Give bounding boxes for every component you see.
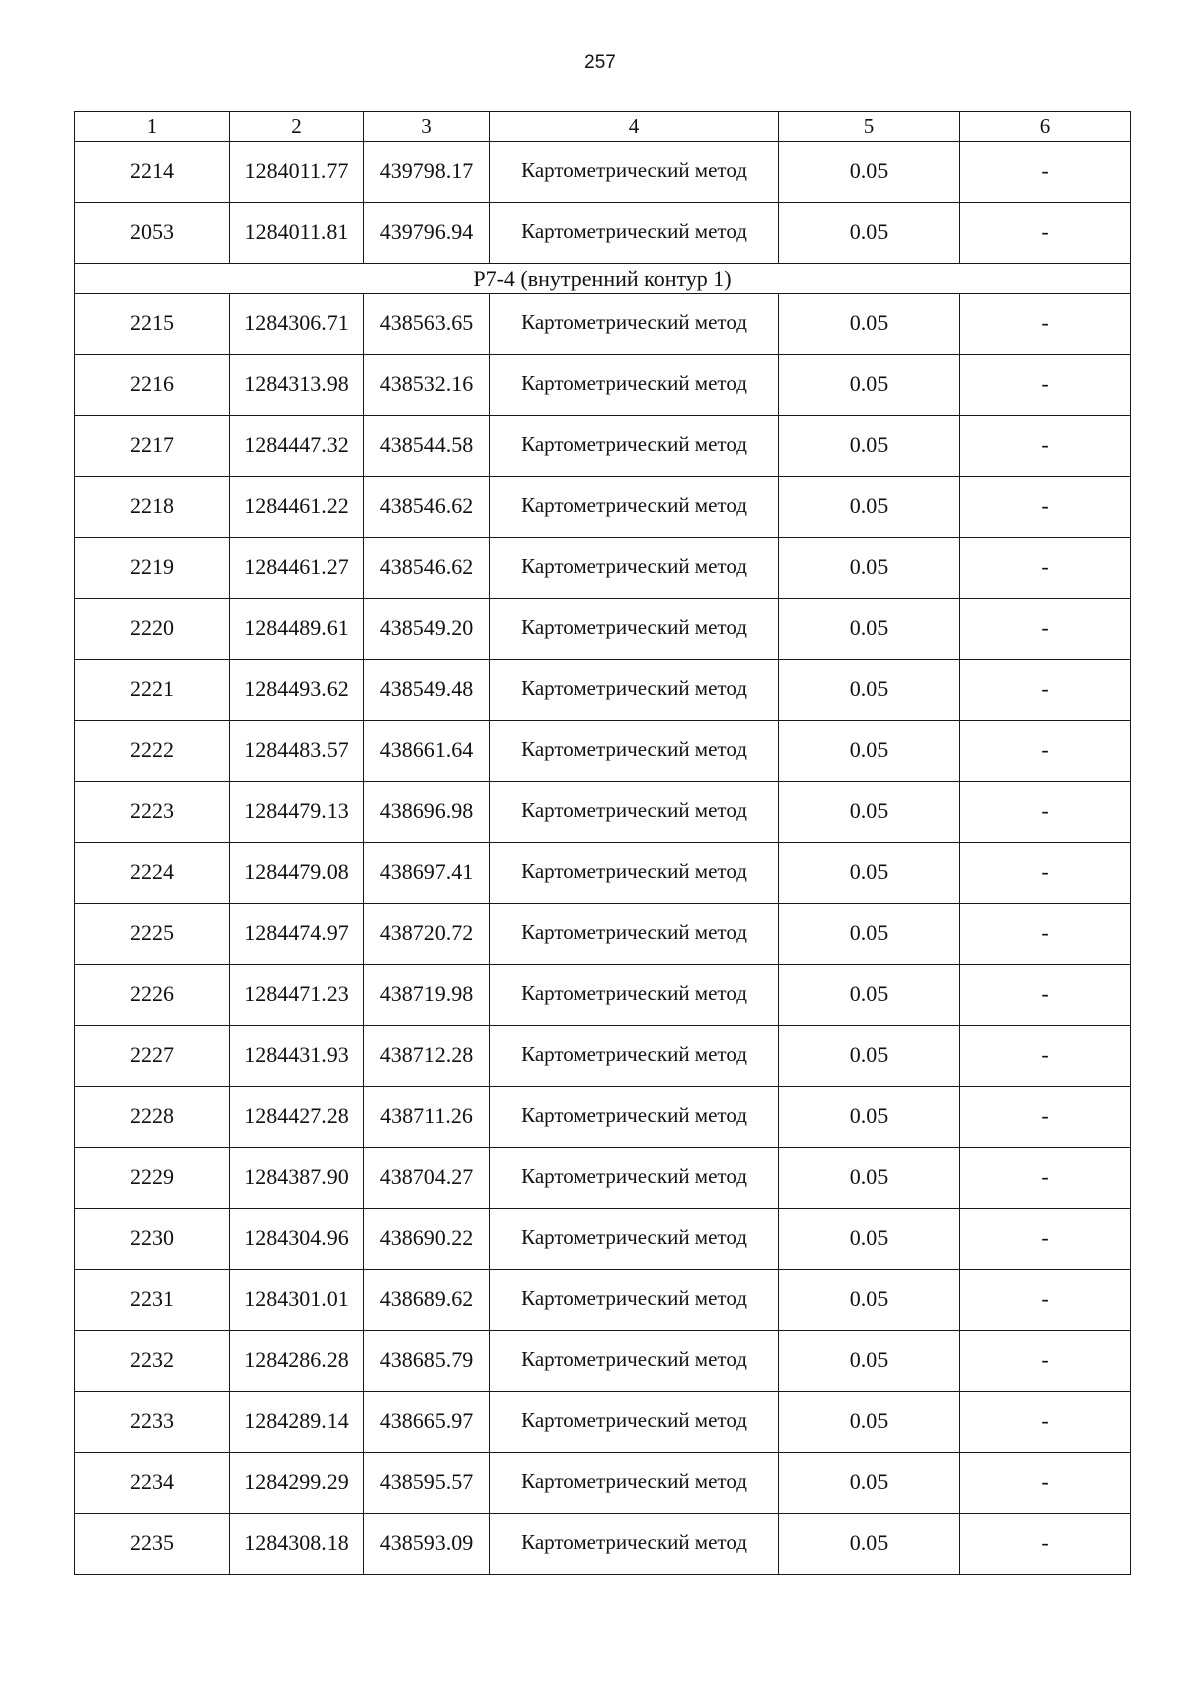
x-coordinate-cell: 1284431.93: [230, 1026, 364, 1087]
x-coordinate-cell: 1284461.27: [230, 538, 364, 599]
method-cell: Картометрический метод: [490, 538, 779, 599]
header-cell-1: 1: [75, 112, 230, 142]
table-row: [75, 294, 1131, 355]
table-row: [75, 142, 1131, 203]
table-row: [75, 355, 1131, 416]
point-id-cell: 2230: [75, 1209, 230, 1270]
note-cell: -: [960, 477, 1131, 538]
table-row: [75, 1270, 1131, 1331]
note-cell: -: [960, 1209, 1131, 1270]
y-coordinate-cell: 438696.98: [364, 782, 490, 843]
x-coordinate-cell: 1284471.23: [230, 965, 364, 1026]
y-coordinate-cell: 438720.72: [364, 904, 490, 965]
header-cell-4: 4: [490, 112, 779, 142]
y-coordinate-cell: 438549.48: [364, 660, 490, 721]
point-id-cell: 2229: [75, 1148, 230, 1209]
accuracy-cell: 0.05: [779, 1453, 960, 1514]
accuracy-cell: 0.05: [779, 660, 960, 721]
section-row: [75, 264, 1131, 294]
header-cell-2: 2: [230, 112, 364, 142]
x-coordinate-cell: 1284308.18: [230, 1514, 364, 1575]
note-cell: -: [960, 1026, 1131, 1087]
x-coordinate-cell: 1284474.97: [230, 904, 364, 965]
y-coordinate-cell: 438719.98: [364, 965, 490, 1026]
method-cell: Картометрический метод: [490, 142, 779, 203]
header-cell-3: 3: [364, 112, 490, 142]
accuracy-cell: 0.05: [779, 1087, 960, 1148]
x-coordinate-cell: 1284447.32: [230, 416, 364, 477]
accuracy-cell: 0.05: [779, 294, 960, 355]
point-id-cell: 2231: [75, 1270, 230, 1331]
note-cell: -: [960, 782, 1131, 843]
point-id-cell: 2220: [75, 599, 230, 660]
accuracy-cell: 0.05: [779, 1026, 960, 1087]
x-coordinate-cell: 1284479.13: [230, 782, 364, 843]
accuracy-cell: 0.05: [779, 782, 960, 843]
page-number: 257: [584, 52, 616, 73]
table-row: [75, 599, 1131, 660]
method-cell: Картометрический метод: [490, 1392, 779, 1453]
x-coordinate-cell: 1284011.77: [230, 142, 364, 203]
table-row: [75, 782, 1131, 843]
point-id-cell: 2218: [75, 477, 230, 538]
y-coordinate-cell: 438532.16: [364, 355, 490, 416]
accuracy-cell: 0.05: [779, 904, 960, 965]
note-cell: -: [960, 1392, 1131, 1453]
note-cell: -: [960, 538, 1131, 599]
point-id-cell: 2222: [75, 721, 230, 782]
accuracy-cell: 0.05: [779, 1331, 960, 1392]
method-cell: Картометрический метод: [490, 1453, 779, 1514]
y-coordinate-cell: 438711.26: [364, 1087, 490, 1148]
table-row: [75, 538, 1131, 599]
point-id-cell: 2226: [75, 965, 230, 1026]
table-row: [75, 1087, 1131, 1148]
method-cell: Картометрический метод: [490, 660, 779, 721]
x-coordinate-cell: 1284286.28: [230, 1331, 364, 1392]
point-id-cell: 2053: [75, 203, 230, 264]
table-row: [75, 904, 1131, 965]
x-coordinate-cell: 1284301.01: [230, 1270, 364, 1331]
y-coordinate-cell: 439798.17: [364, 142, 490, 203]
accuracy-cell: 0.05: [779, 965, 960, 1026]
method-cell: Картометрический метод: [490, 904, 779, 965]
table-row: [75, 477, 1131, 538]
y-coordinate-cell: 438595.57: [364, 1453, 490, 1514]
method-cell: Картометрический метод: [490, 721, 779, 782]
x-coordinate-cell: 1284461.22: [230, 477, 364, 538]
header-row: [75, 112, 1131, 142]
y-coordinate-cell: 438546.62: [364, 538, 490, 599]
note-cell: -: [960, 142, 1131, 203]
point-id-cell: 2223: [75, 782, 230, 843]
point-id-cell: 2228: [75, 1087, 230, 1148]
method-cell: Картометрический метод: [490, 843, 779, 904]
y-coordinate-cell: 438593.09: [364, 1514, 490, 1575]
method-cell: Картометрический метод: [490, 782, 779, 843]
point-id-cell: 2216: [75, 355, 230, 416]
table-body: [75, 142, 1131, 1575]
point-id-cell: 2234: [75, 1453, 230, 1514]
point-id-cell: 2215: [75, 294, 230, 355]
note-cell: -: [960, 1270, 1131, 1331]
header-cell-6: 6: [960, 112, 1131, 142]
x-coordinate-cell: 1284289.14: [230, 1392, 364, 1453]
note-cell: -: [960, 294, 1131, 355]
y-coordinate-cell: 438712.28: [364, 1026, 490, 1087]
y-coordinate-cell: 438549.20: [364, 599, 490, 660]
note-cell: -: [960, 599, 1131, 660]
accuracy-cell: 0.05: [779, 1392, 960, 1453]
point-id-cell: 2214: [75, 142, 230, 203]
x-coordinate-cell: 1284313.98: [230, 355, 364, 416]
method-cell: Картометрический метод: [490, 477, 779, 538]
note-cell: -: [960, 965, 1131, 1026]
accuracy-cell: 0.05: [779, 477, 960, 538]
accuracy-cell: 0.05: [779, 599, 960, 660]
method-cell: Картометрический метод: [490, 1148, 779, 1209]
method-cell: Картометрический метод: [490, 1209, 779, 1270]
y-coordinate-cell: 438685.79: [364, 1331, 490, 1392]
point-id-cell: 2227: [75, 1026, 230, 1087]
y-coordinate-cell: 438665.97: [364, 1392, 490, 1453]
table-row: [75, 1392, 1131, 1453]
method-cell: Картометрический метод: [490, 1331, 779, 1392]
note-cell: -: [960, 1087, 1131, 1148]
x-coordinate-cell: 1284306.71: [230, 294, 364, 355]
note-cell: -: [960, 1453, 1131, 1514]
header-cell-5: 5: [779, 112, 960, 142]
y-coordinate-cell: 438546.62: [364, 477, 490, 538]
point-id-cell: 2217: [75, 416, 230, 477]
note-cell: -: [960, 843, 1131, 904]
x-coordinate-cell: 1284483.57: [230, 721, 364, 782]
note-cell: -: [960, 721, 1131, 782]
x-coordinate-cell: 1284427.28: [230, 1087, 364, 1148]
table-row: [75, 203, 1131, 264]
y-coordinate-cell: 438689.62: [364, 1270, 490, 1331]
x-coordinate-cell: 1284489.61: [230, 599, 364, 660]
method-cell: Картометрический метод: [490, 203, 779, 264]
accuracy-cell: 0.05: [779, 1209, 960, 1270]
point-id-cell: 2235: [75, 1514, 230, 1575]
accuracy-cell: 0.05: [779, 843, 960, 904]
x-coordinate-cell: 1284493.62: [230, 660, 364, 721]
accuracy-cell: 0.05: [779, 1148, 960, 1209]
point-id-cell: 2232: [75, 1331, 230, 1392]
accuracy-cell: 0.05: [779, 142, 960, 203]
x-coordinate-cell: 1284304.96: [230, 1209, 364, 1270]
y-coordinate-cell: 438544.58: [364, 416, 490, 477]
table-row: [75, 843, 1131, 904]
y-coordinate-cell: 438690.22: [364, 1209, 490, 1270]
section-title: Р7-4 (внутренний контур 1): [75, 264, 1131, 294]
x-coordinate-cell: 1284011.81: [230, 203, 364, 264]
coordinates-table: [74, 111, 1131, 1575]
note-cell: -: [960, 1331, 1131, 1392]
table-row: [75, 416, 1131, 477]
method-cell: Картометрический метод: [490, 1514, 779, 1575]
table-row: [75, 965, 1131, 1026]
table-row: [75, 1514, 1131, 1575]
accuracy-cell: 0.05: [779, 721, 960, 782]
table-row: [75, 1331, 1131, 1392]
x-coordinate-cell: 1284299.29: [230, 1453, 364, 1514]
method-cell: Картометрический метод: [490, 1270, 779, 1331]
method-cell: Картометрический метод: [490, 965, 779, 1026]
method-cell: Картометрический метод: [490, 416, 779, 477]
y-coordinate-cell: 438697.41: [364, 843, 490, 904]
method-cell: Картометрический метод: [490, 1026, 779, 1087]
method-cell: Картометрический метод: [490, 355, 779, 416]
method-cell: Картометрический метод: [490, 1087, 779, 1148]
note-cell: -: [960, 355, 1131, 416]
note-cell: -: [960, 1514, 1131, 1575]
y-coordinate-cell: 438661.64: [364, 721, 490, 782]
table-header: [75, 112, 1131, 142]
table-row: [75, 1026, 1131, 1087]
note-cell: -: [960, 203, 1131, 264]
point-id-cell: 2219: [75, 538, 230, 599]
table-row: [75, 660, 1131, 721]
point-id-cell: 2225: [75, 904, 230, 965]
point-id-cell: 2221: [75, 660, 230, 721]
x-coordinate-cell: 1284479.08: [230, 843, 364, 904]
y-coordinate-cell: 438563.65: [364, 294, 490, 355]
y-coordinate-cell: 438704.27: [364, 1148, 490, 1209]
table-row: [75, 1148, 1131, 1209]
accuracy-cell: 0.05: [779, 416, 960, 477]
accuracy-cell: 0.05: [779, 1514, 960, 1575]
method-cell: Картометрический метод: [490, 599, 779, 660]
accuracy-cell: 0.05: [779, 355, 960, 416]
point-id-cell: 2224: [75, 843, 230, 904]
method-cell: Картометрический метод: [490, 294, 779, 355]
x-coordinate-cell: 1284387.90: [230, 1148, 364, 1209]
accuracy-cell: 0.05: [779, 1270, 960, 1331]
y-coordinate-cell: 439796.94: [364, 203, 490, 264]
accuracy-cell: 0.05: [779, 538, 960, 599]
table-row: [75, 1209, 1131, 1270]
note-cell: -: [960, 1148, 1131, 1209]
note-cell: -: [960, 660, 1131, 721]
table-row: [75, 1453, 1131, 1514]
point-id-cell: 2233: [75, 1392, 230, 1453]
note-cell: -: [960, 416, 1131, 477]
note-cell: -: [960, 904, 1131, 965]
accuracy-cell: 0.05: [779, 203, 960, 264]
table-row: [75, 721, 1131, 782]
